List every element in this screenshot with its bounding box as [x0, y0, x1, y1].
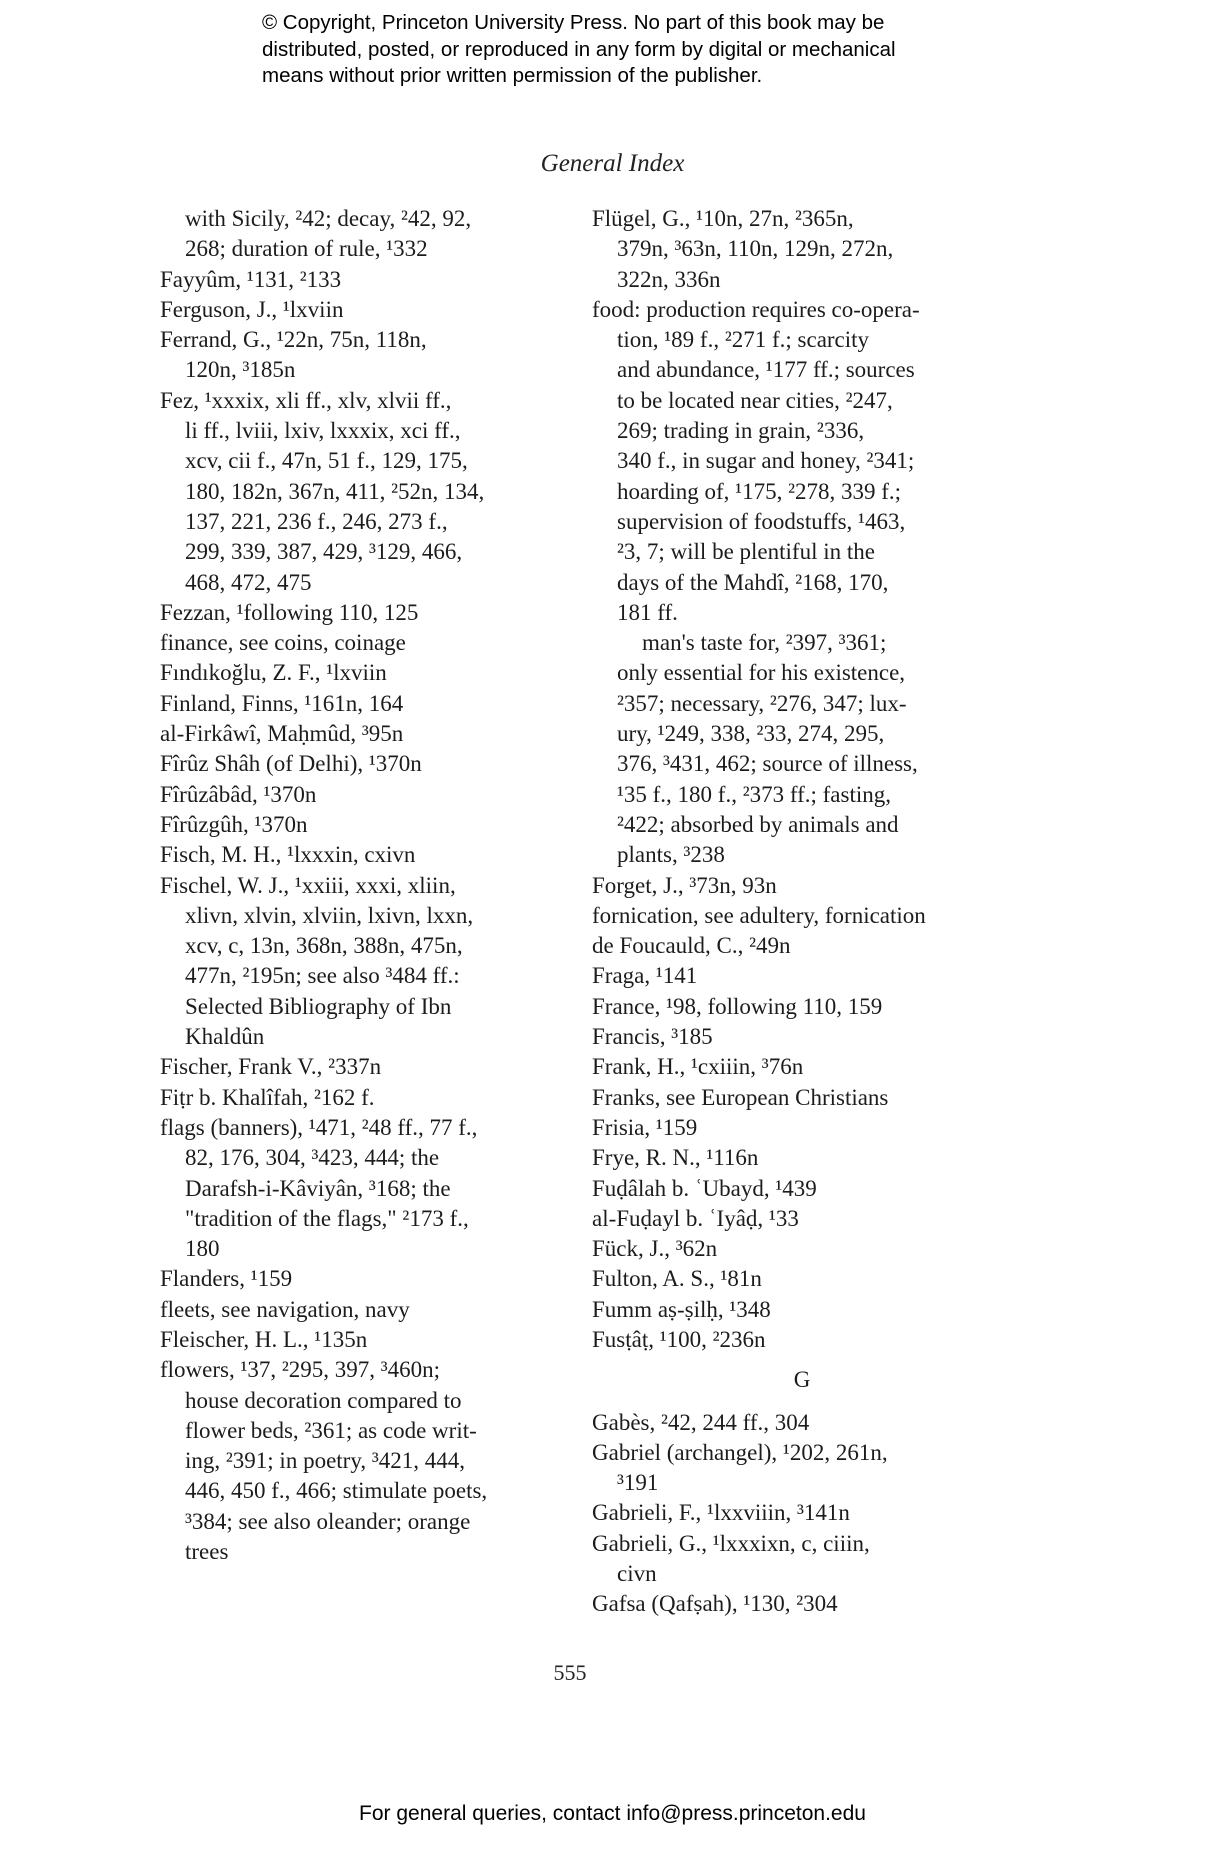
index-line: finance, see coins, coinage [160, 630, 406, 656]
index-line: days of the Mahdî, ²168, 170, [617, 569, 889, 595]
index-line: only essential for his existence, [617, 660, 906, 686]
index-line: xcv, c, 13n, 368n, 388n, 475n, [185, 933, 463, 959]
index-line: Flanders, ¹159 [160, 1266, 293, 1292]
index-line: "tradition of the flags," ²173 f., [185, 1205, 469, 1231]
index-line: 379n, ³63n, 110n, 129n, 272n, [617, 236, 894, 262]
index-line: ³384; see also oleander; orange [185, 1508, 471, 1534]
index-line: Frye, R. N., ¹116n [592, 1145, 759, 1171]
index-line: flags (banners), ¹471, ²48 ff., 77 f., [160, 1114, 478, 1140]
index-entries-f [592, 204, 1012, 1355]
index-line: 137, 221, 236 f., 246, 273 f., [185, 508, 448, 534]
index-line: Fez, ¹xxxix, xli ff., xlv, xlvii ff., [160, 387, 452, 413]
copyright-line: © Copyright, Princeton University Press. No part of this book may be [262, 11, 885, 34]
index-line: Khaldûn [185, 1024, 265, 1050]
index-line: 181 ff. [617, 599, 678, 625]
index-line: food: production requires co-opera- [592, 296, 920, 322]
copyright-notice [262, 10, 1022, 90]
index-line: li ff., lviii, lxiv, lxxxix, xci ff., [185, 418, 461, 444]
index-line: Fisch, M. H., ¹lxxxin, cxivn [160, 842, 416, 868]
index-column-left [160, 204, 570, 1567]
index-line: Finland, Finns, ¹161n, 164 [160, 690, 404, 716]
index-line: Frisia, ¹159 [592, 1114, 698, 1140]
index-line: Gafsa (Qafṣah), ¹130, ²304 [592, 1591, 838, 1617]
index-line: supervision of foodstuffs, ¹463, [617, 508, 906, 534]
index-line: Fuḍâlah b. ʿUbayd, ¹439 [592, 1175, 817, 1201]
page-number: 555 [553, 1660, 587, 1685]
index-line: house decoration compared to [185, 1387, 462, 1413]
index-line: ²3, 7; will be plentiful in the [617, 539, 875, 565]
index-line: Fiṭr b. Khalîfah, ²162 f. [160, 1084, 375, 1110]
index-line: ²357; necessary, ²276, 347; lux- [617, 690, 907, 716]
index-line: Fusṭâṭ, ¹100, ²236n [592, 1326, 766, 1352]
index-line: Fischel, W. J., ¹xxiii, xxxi, xliin, [160, 872, 456, 898]
index-line: Francis, ³185 [592, 1024, 713, 1050]
index-line: Gabès, ²42, 244 ff., 304 [592, 1409, 810, 1435]
index-line: Franks, see European Christians [592, 1084, 889, 1110]
index-line: Forget, J., ³73n, 93n [592, 872, 777, 898]
index-line: de Foucauld, C., ²49n [592, 933, 791, 959]
index-line: Gabrieli, G., ¹lxxxixn, c, ciiin, [592, 1530, 870, 1556]
index-line: to be located near cities, ²247, [617, 387, 893, 413]
index-line: Fleischer, H. L., ¹135n [160, 1326, 368, 1352]
index-line: ³191 [617, 1470, 659, 1496]
index-line: Fîrûzgûh, ¹370n [160, 811, 308, 837]
index-line: tion, ¹89 f., ²271 f.; scarcity [617, 327, 870, 353]
copyright-line: means without prior written permission of the publisher. [262, 64, 763, 87]
index-line: Darafsh-i-Kâviyân, ³168; the [185, 1175, 451, 1201]
index-line: Gabriel (archangel), ¹202, 261n, [592, 1439, 888, 1465]
index-line: with Sicily, ²42; decay, ²42, 92, [185, 206, 472, 231]
index-column-right [592, 204, 1012, 1620]
index-line: ¹35 f., 180 f., ²373 ff.; fasting, [617, 781, 892, 807]
index-line: and abundance, ¹177 ff.; sources [617, 357, 915, 383]
index-line: 468, 472, 475 [185, 569, 312, 595]
index-line: Fezzan, ¹following 110, 125 [160, 599, 419, 625]
index-line: 477n, ²195n; see also ³484 ff.: [185, 963, 460, 989]
index-line: 322n, 336n [617, 266, 721, 292]
index-line: 82, 176, 304, ³423, 444; the [185, 1145, 440, 1171]
copyright-line: distributed, posted, or reproduced in any form by digital or mechanical [262, 37, 896, 61]
index-line: 446, 450 f., 466; stimulate poets, [185, 1478, 488, 1504]
index-line: flowers, ¹37, ²295, 397, ³460n; [160, 1357, 441, 1383]
index-line: ²422; absorbed by animals and [617, 811, 899, 837]
index-line: Fayyûm, ¹131, ²133 [160, 266, 342, 292]
index-line: al-Firkâwî, Maḥmûd, ³95n [160, 721, 404, 747]
index-line: xlivn, xlvin, xlviin, lxivn, lxxn, [185, 902, 474, 928]
section-letter: G [793, 1367, 811, 1393]
index-line: Frank, H., ¹cxiiin, ³76n [592, 1054, 804, 1080]
index-line: flower beds, ²361; as code writ- [185, 1417, 477, 1443]
index-line: 299, 339, 387, 429, ³129, 466, [185, 539, 463, 565]
index-line: hoarding of, ¹175, ²278, 339 f.; [617, 478, 902, 504]
index-line: xcv, cii f., 47n, 51 f., 129, 175, [185, 448, 468, 474]
index-line: plants, ³238 [617, 842, 725, 868]
index-line: 376, ³431, 462; source of illness, [617, 751, 918, 777]
index-line: Fîrûz Shâh (of Delhi), ¹370n [160, 751, 422, 777]
index-line: trees [185, 1539, 229, 1565]
footer-contact: For general queries, contact info@press.princeton.edu [359, 1802, 866, 1825]
index-line: Ferrand, G., ¹22n, 75n, 118n, [160, 327, 427, 353]
index-line: fleets, see navigation, navy [160, 1296, 410, 1322]
index-entries-g [592, 1408, 1012, 1620]
index-line: 180, 182n, 367n, 411, ²52n, 134, [185, 478, 485, 504]
index-line: Fulton, A. S., ¹81n [592, 1266, 762, 1292]
index-line: Fück, J., ³62n [592, 1236, 718, 1262]
index-line: man's taste for, ²397, ³361; [642, 630, 887, 656]
index-line: Fraga, ¹141 [592, 963, 698, 989]
index-line: Fındıkoğlu, Z. F., ¹lxviin [160, 660, 387, 686]
index-line: Flügel, G., ¹10n, 27n, ²365n, [592, 206, 854, 231]
index-line: ing, ²391; in poetry, ³421, 444, [185, 1448, 465, 1474]
index-line: al-Fuḍayl b. ʿIyâḍ, ¹33 [592, 1205, 799, 1231]
index-line: 269; trading in grain, ²336, [617, 418, 865, 444]
index-line: France, ¹98, following 110, 159 [592, 993, 883, 1019]
index-line: Fumm aṣ-ṣilḥ, ¹348 [592, 1296, 771, 1322]
index-line: Ferguson, J., ¹lxviin [160, 296, 344, 322]
index-line: Fîrûzâbâd, ¹370n [160, 781, 317, 807]
index-line: 340 f., in sugar and honey, ²341; [617, 448, 915, 474]
index-line: Selected Bibliography of Ibn [185, 993, 452, 1019]
index-line: fornication, see adultery, fornication [592, 902, 926, 928]
index-line: 268; duration of rule, ¹332 [185, 236, 428, 262]
index-line: Fischer, Frank V., ²337n [160, 1054, 382, 1080]
index-line: Gabrieli, F., ¹lxxviiin, ³141n [592, 1500, 850, 1526]
running-head: General Index [540, 150, 685, 177]
index-line: 120n, ³185n [185, 357, 296, 383]
index-line: civn [617, 1561, 657, 1587]
index-line: ury, ¹249, 338, ²33, 274, 295, [617, 721, 885, 747]
index-line: 180 [185, 1236, 220, 1262]
